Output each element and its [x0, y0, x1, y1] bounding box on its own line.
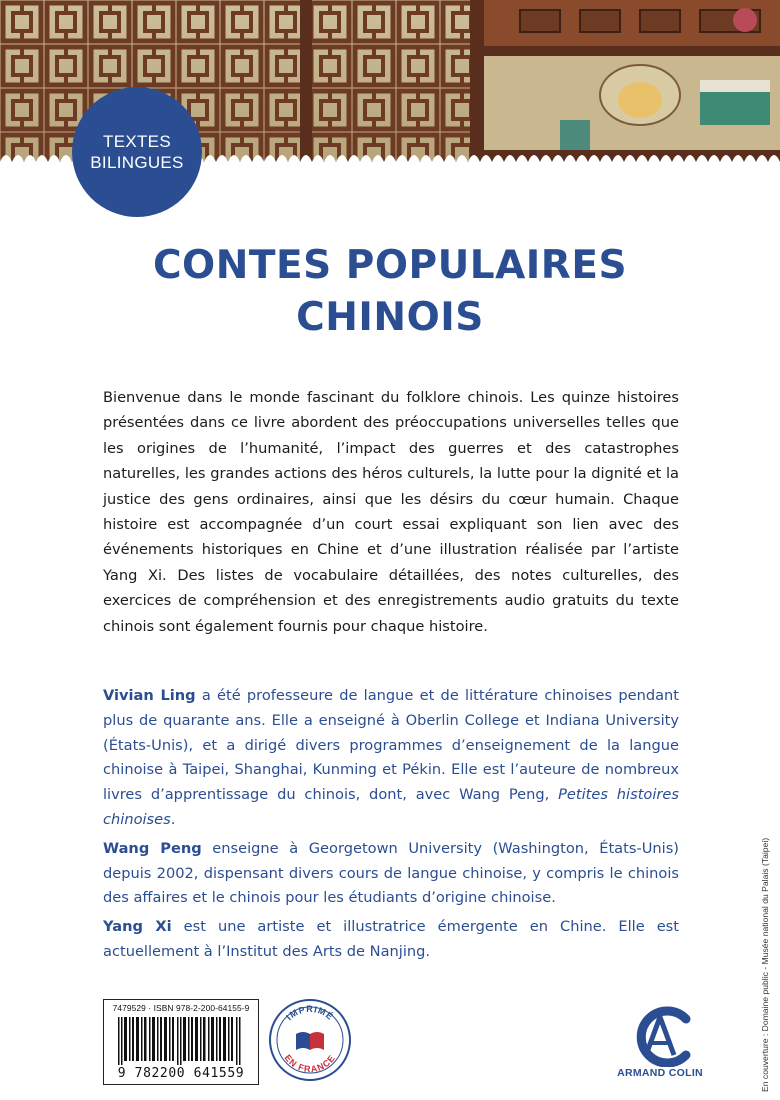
isbn-label: 7479529 · ISBN 978-2-200-64155-9: [112, 1003, 250, 1013]
bio-name: Yang Xi: [103, 918, 172, 936]
cover-credit: En couverture : Domaine public - Musée national du Palais (Taipei): [760, 837, 770, 1092]
bio-name: Wang Peng: [103, 839, 202, 857]
bio-name: Vivian Ling: [103, 687, 196, 704]
isbn-barcode: [103, 999, 259, 1085]
badge-line-2: BILINGUES: [90, 153, 184, 172]
barcode-bars: [118, 1017, 244, 1065]
stamp-top-text: IMPRIMÉ: [284, 1004, 336, 1023]
bio-text: a été professeure de langue et de littérature chinoises pendant plus de quarante ans. Elle a enseigné à Oberlin College et Indiana University (États-Unis), et a dirigé divers programmes d’enseignement de la langue chinoise à Taipei, Shanghai, Kunming et Pékin. Elle est l’auteure de nombreux livres d’apprentissage du chinois, dont, avec Wang Peng,: [103, 687, 679, 804]
publisher-name: ARMAND COLIN: [617, 1067, 703, 1079]
bilingual-texts-badge: [72, 87, 202, 217]
book-icon: [296, 1032, 324, 1050]
contributor-bios: [103, 684, 679, 969]
book-title-line-2: CHINOIS: [296, 295, 484, 340]
imprime-en-france-stamp: [268, 998, 352, 1082]
bio-text: enseigne à Georgetown University (Washington, États-Unis) depuis 2002, dispensant divers cours de langue chinoise, y compris le chinois des affaires et le chinois pour les étudiants d’origine chinoise.: [103, 839, 679, 907]
barcode-digits: 9 782200 641559: [117, 1066, 245, 1081]
book-title-line-1: CONTES POPULAIRES: [152, 243, 628, 288]
badge-line-1: TEXTES: [103, 132, 171, 151]
armand-colin-logo-icon: [600, 1005, 720, 1067]
stamp-bottom-text: EN FRANCE: [282, 1052, 338, 1075]
bio-text-end: .: [170, 810, 176, 828]
bio-yang-xi: [103, 915, 679, 965]
bio-wang-peng: [103, 837, 679, 911]
book-title: [0, 240, 780, 344]
book-description: Bienvenue dans le monde fascinant du folklore chinois. Les quinze histoires présentées dans ce livre abordent des préoccupations universelles telles que les origines de l’humanité, l’impact des guerres et des catastrophes naturelles, les grandes actions des héros culturels, la lutte pour la dignité et la justice des gens ordinaires, ainsi que les désirs du cœur humain. Chaque histoire est accompagnée d’un court essai expliquant son lien avec des événements historiques en Chine et d’une illustration réalisée par l’artiste Yang Xi. Des listes de vocabulaire détaillées, des notes culturelles, des exercices de compréhension et des enregistrements audio gratuits du texte chinois sont également fournis pour chaque histoire.: [103, 389, 679, 635]
bio-text: est une artiste et illustratrice émergente en Chine. Elle est actuellement à l’Institut des Arts de Nanjing.: [103, 918, 679, 960]
publisher-logo: [600, 1005, 720, 1090]
bio-vivian-ling: [103, 684, 679, 833]
bio-book-title: Petites histoires chinoises: [103, 786, 679, 828]
